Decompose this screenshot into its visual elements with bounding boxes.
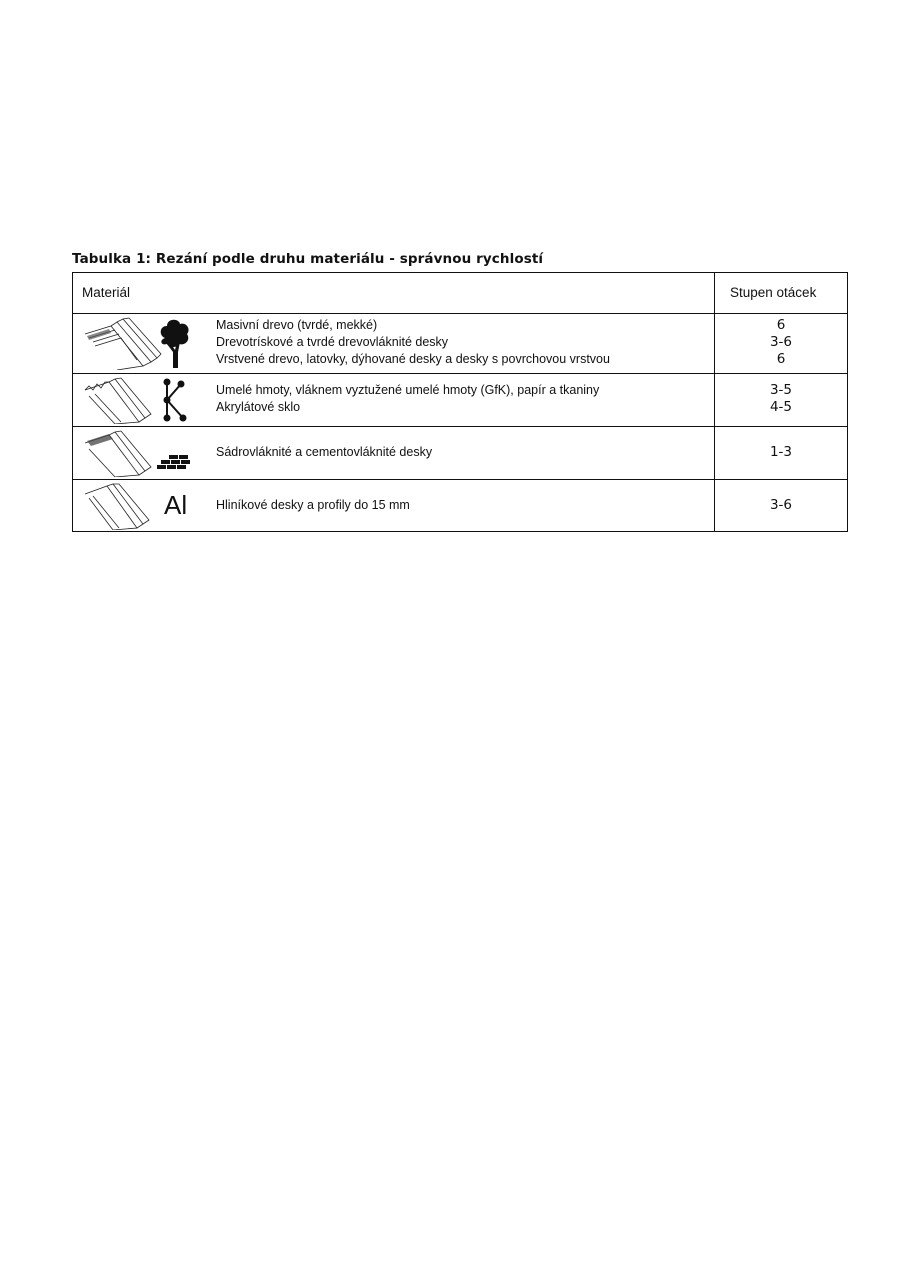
plastic-molecule-icon (81, 376, 191, 424)
row-line: Umelé hmoty, vláknem vyztužené umelé hmoty (GfK), papír a tkaniny (216, 383, 600, 397)
speed-value: 3-5 (769, 382, 793, 398)
aluminium-symbol: Al (164, 490, 188, 520)
table-row-wood (73, 313, 847, 374)
row-line: Sádrovláknité a cementovláknité desky (216, 445, 433, 459)
wood-tree-icon (81, 316, 191, 370)
row-line: Hliníkové desky a profily do 15 mm (216, 498, 410, 512)
brick-icon (81, 429, 191, 477)
speed-value: 4-5 (769, 399, 793, 415)
table-caption: Tabulka 1: Rezání podle druhu materiálu - správnou rychlostí (72, 251, 544, 267)
row-line: Drevotrískové a tvrdé drevovláknité desky (216, 335, 449, 349)
table-row-plastic (73, 374, 847, 427)
table-row-fiberboard (73, 427, 847, 480)
row-line: Akrylátové sklo (216, 400, 301, 414)
row-line: Masivní drevo (tvrdé, mekké) (216, 318, 378, 332)
speed-table (72, 272, 848, 532)
speed-value: 1-3 (769, 444, 793, 460)
speed-value: 3-6 (769, 497, 793, 513)
table-row-aluminium (73, 480, 847, 531)
speed-value: 6 (776, 317, 786, 333)
row-line: Vrstvené drevo, latovky, dýhované desky a desky s povrchovou vrstvou (216, 352, 610, 366)
speed-value: 6 (776, 351, 786, 367)
header-speed: Stupen otácek (730, 285, 817, 300)
speed-value: 3-6 (769, 334, 793, 350)
header-material: Materiál (82, 285, 131, 300)
table-header (73, 273, 847, 314)
